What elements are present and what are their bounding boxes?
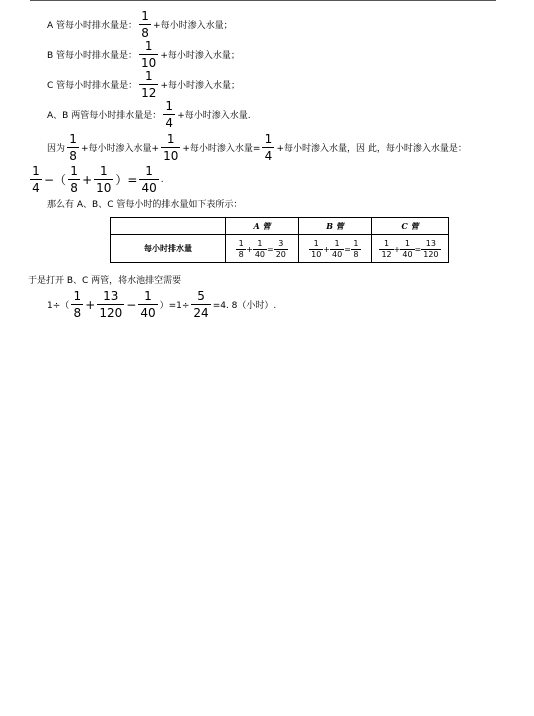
fraction (69, 165, 79, 194)
line-text: 那么有 A、B、C 管每小时的排水量如下表所示： (47, 200, 243, 210)
denominator: 20 (275, 249, 286, 259)
line-a-pipe (47, 10, 233, 39)
table-cell-c (372, 235, 449, 263)
fraction (263, 133, 273, 162)
fraction (72, 290, 82, 319)
denominator: 12 (141, 86, 157, 100)
table-header-row (111, 218, 449, 235)
line-text: A、B 两管每小时排水量是： (47, 111, 162, 121)
numerator: 1 (141, 9, 149, 23)
table-cell-b (299, 235, 372, 263)
line-ab-pipes (47, 100, 251, 129)
fraction (380, 240, 392, 259)
numerator: 1 (69, 132, 77, 146)
numerator: 1 (384, 238, 390, 248)
fraction (422, 240, 439, 259)
line-text: + (82, 172, 93, 187)
denominator: 40 (332, 249, 343, 259)
denominator: 10 (163, 149, 179, 163)
numerator: 5 (197, 289, 205, 303)
denominator: 4 (32, 181, 40, 195)
fraction (98, 290, 123, 319)
line-text: +每小时渗入水量+ (81, 144, 160, 154)
numerator: 1 (99, 164, 108, 178)
denominator: 40 (254, 249, 265, 259)
denominator: 120 (423, 249, 439, 259)
fraction (331, 240, 343, 259)
fraction (192, 290, 209, 319)
numerator: 1 (238, 238, 244, 248)
fraction (95, 165, 112, 194)
line-text: 1÷（ (47, 301, 70, 311)
fraction (310, 240, 322, 259)
line-text: +每小时渗入水量. (177, 111, 251, 121)
line-text: . (160, 174, 164, 185)
numerator: 1 (264, 132, 273, 146)
line-text: + (85, 297, 96, 312)
line-text: C 管每小时排水量是： (47, 81, 138, 91)
line-text: =4. 8（小时）. (212, 301, 277, 311)
numerator: 1 (257, 238, 263, 248)
fraction (237, 240, 245, 259)
denominator: 10 (141, 56, 157, 70)
line-text: B 管每小时排水量是： (47, 51, 138, 61)
equals: = (414, 244, 422, 254)
numerator: 1 (353, 238, 359, 248)
fraction (352, 240, 360, 259)
fraction (254, 240, 266, 259)
denominator: 4 (264, 149, 273, 163)
line-c-pipe (47, 70, 240, 99)
fraction (401, 240, 413, 259)
numerator: 1 (313, 238, 319, 248)
line-final-calc (47, 290, 276, 319)
numerator: 1 (144, 289, 152, 303)
line-table-intro (47, 197, 242, 210)
numerator: 1 (334, 238, 340, 248)
numerator: 1 (73, 289, 82, 303)
line-because (47, 133, 467, 162)
numerator: 1 (166, 132, 175, 146)
fraction (139, 290, 156, 319)
fraction (275, 240, 287, 259)
numerator: 1 (70, 164, 78, 178)
operator: + (393, 244, 401, 254)
denominator: 10 (311, 249, 322, 259)
line-text: +每小时渗入水量，因 此，每小时渗入水量是： (276, 144, 467, 154)
table-row-label: 每小时排水量 (111, 235, 226, 263)
line-text: ）= (115, 173, 138, 187)
numerator: 1 (144, 39, 153, 53)
line-text: −（ (44, 173, 67, 187)
denominator: 8 (69, 149, 77, 163)
line-text: A 管每小时排水量是： (47, 21, 138, 31)
line-infiltration-calc (28, 165, 164, 194)
fraction (162, 133, 179, 162)
numerator: 1 (404, 238, 410, 248)
table-header-a: A 管 (226, 218, 299, 235)
table-header-c: C 管 (372, 218, 449, 235)
table-row (111, 235, 449, 263)
fraction (140, 70, 157, 99)
line-conclusion-intro (28, 273, 181, 286)
numerator: 13 (425, 238, 436, 248)
line-text: +每小时渗入水量； (153, 21, 233, 31)
table-cell-a (226, 235, 299, 263)
denominator: 120 (99, 306, 123, 320)
denominator: 4 (165, 116, 174, 130)
denominator: 24 (193, 306, 209, 320)
line-text: +每小时渗入水量； (160, 51, 240, 61)
operator: + (323, 244, 330, 254)
numerator: 13 (103, 289, 119, 303)
line-text: − (126, 297, 137, 312)
denominator: 12 (381, 249, 392, 259)
denominator: 8 (70, 181, 78, 195)
line-text: ）=1÷ (159, 301, 190, 311)
equals: = (344, 244, 351, 254)
table-header-b: B 管 (299, 218, 372, 235)
fraction (140, 10, 150, 39)
line-text: +每小时渗入水量； (160, 81, 240, 91)
denominator: 8 (141, 26, 149, 40)
table-header-blank (111, 218, 226, 235)
denominator: 8 (73, 306, 82, 320)
fraction (31, 165, 41, 194)
equals: = (267, 244, 274, 254)
line-text: 因为 (47, 144, 66, 154)
top-rule (30, 0, 496, 1)
line-text: +每小时渗入水量= (182, 144, 261, 154)
denominator: 40 (140, 306, 156, 320)
fraction (140, 165, 157, 194)
numerator: 1 (144, 69, 153, 83)
line-text: 于是打开 B、C 两管，将水池排空需要 (28, 276, 182, 286)
denominator: 40 (402, 249, 413, 259)
denominator: 10 (96, 181, 112, 195)
denominator: 40 (141, 181, 157, 195)
denominator: 8 (238, 249, 244, 259)
numerator: 1 (145, 164, 153, 178)
numerator: 1 (32, 164, 40, 178)
numerator: 3 (278, 238, 284, 248)
line-b-pipe (47, 40, 240, 69)
fraction (140, 40, 157, 69)
fraction (164, 100, 174, 129)
operator: + (246, 244, 253, 254)
numerator: 1 (165, 99, 174, 113)
denominator: 8 (353, 249, 359, 259)
fraction (68, 133, 78, 162)
drain-rate-table (110, 217, 449, 263)
